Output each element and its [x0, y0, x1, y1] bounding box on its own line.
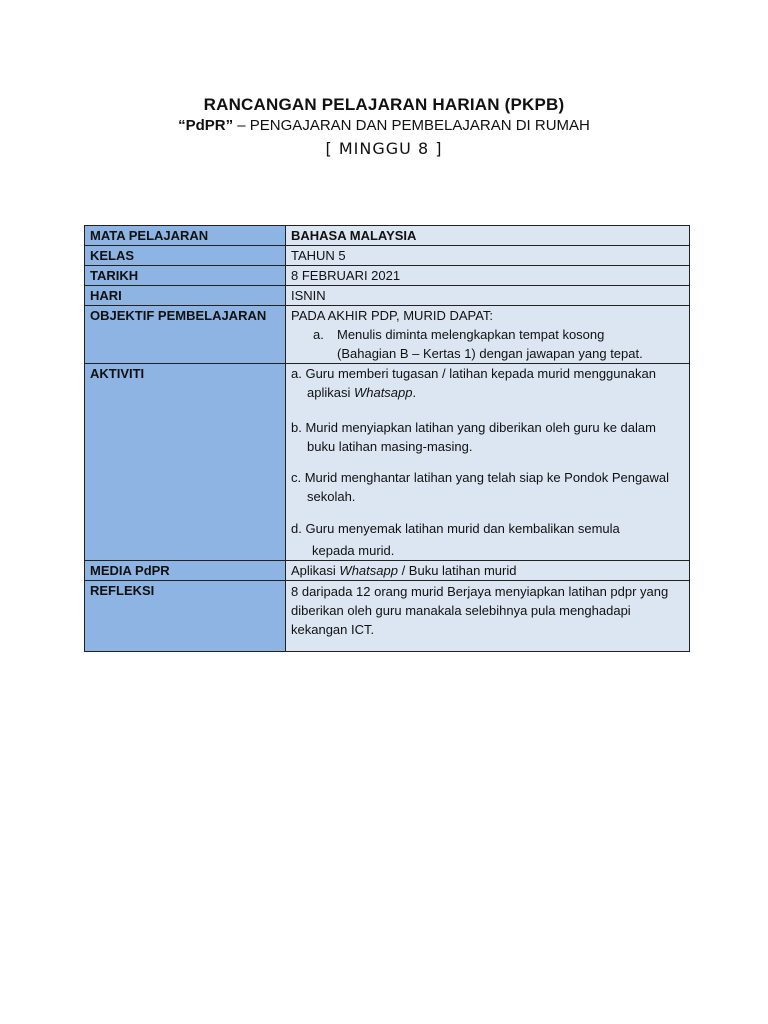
document-subtitle [0, 116, 768, 136]
activity-b: b. Murid menyiapkan latihan yang diberikan oleh guru ke dalam buku latihan masing-masing. [291, 420, 656, 454]
value-objective [286, 306, 690, 364]
row-date [85, 266, 690, 286]
label-class: KELAS [85, 246, 286, 266]
activity-a [291, 364, 684, 402]
media-app: Whatsapp [339, 563, 398, 578]
objective-intro: PADA AKHIR PDP, MURID DAPAT: [291, 308, 494, 323]
objective-item-marker: a. [313, 327, 324, 342]
row-day [85, 286, 690, 306]
label-day: HARI [85, 286, 286, 306]
activity-a-text: a. Guru memberi tugasan / latihan kepada murid menggunakan aplikasi [291, 366, 656, 400]
row-media [85, 561, 690, 581]
objective-item-line1: Menulis diminta melengkapkan tempat kosong [337, 327, 605, 342]
row-class [85, 246, 690, 266]
document-header [0, 94, 768, 162]
value-class: TAHUN 5 [286, 246, 690, 266]
value-activities [286, 364, 690, 561]
document-title: RANCANGAN PELAJARAN HARIAN (PKPB) [203, 95, 565, 114]
row-activities [85, 364, 690, 561]
week-label: [ MINGGU 8 ] [325, 139, 443, 158]
objective-item-line2: (Bahagian B – Kertas 1) dengan jawapan yang tepat. [337, 346, 643, 361]
media-suffix: / Buku latihan murid [397, 563, 517, 578]
activity-a-app: Whatsapp [353, 385, 413, 400]
label-activities: AKTIVITI [85, 364, 286, 561]
row-subject [85, 226, 690, 246]
objective-item [291, 325, 684, 344]
label-objective: OBJEKTIF PEMBELAJARAN [85, 306, 286, 364]
lesson-plan-table [84, 225, 690, 652]
value-reflection: 8 daripada 12 orang murid Berjaya menyiapkan latihan pdpr yang diberikan oleh guru manakala selebihnya pula menghadapi kekangan ICT. [286, 581, 690, 652]
activity-a-end: . [412, 385, 417, 400]
label-subject: MATA PELAJARAN [85, 226, 286, 246]
activity-c: c. Murid menghantar latihan yang telah siap ke Pondok Pengawal sekolah. [291, 470, 669, 504]
row-objective [85, 306, 690, 364]
value-day: ISNIN [286, 286, 690, 306]
value-media [286, 561, 690, 581]
label-date: TARIKH [85, 266, 286, 286]
media-prefix: Aplikasi [291, 563, 340, 578]
subtitle-bold: “PdPR” [178, 117, 234, 134]
activity-d-line1: d. Guru menyemak latihan murid dan kembalikan semula [291, 521, 620, 536]
row-reflection [85, 581, 690, 652]
label-media: MEDIA PdPR [85, 561, 286, 581]
activity-d-line2: kepada murid. [312, 543, 395, 558]
value-date: 8 FEBRUARI 2021 [286, 266, 690, 286]
label-reflection: REFLEKSI [85, 581, 286, 652]
subtitle-rest: – PENGAJARAN DAN PEMBELAJARAN DI RUMAH [233, 117, 590, 134]
value-subject: BAHASA MALAYSIA [286, 226, 690, 246]
